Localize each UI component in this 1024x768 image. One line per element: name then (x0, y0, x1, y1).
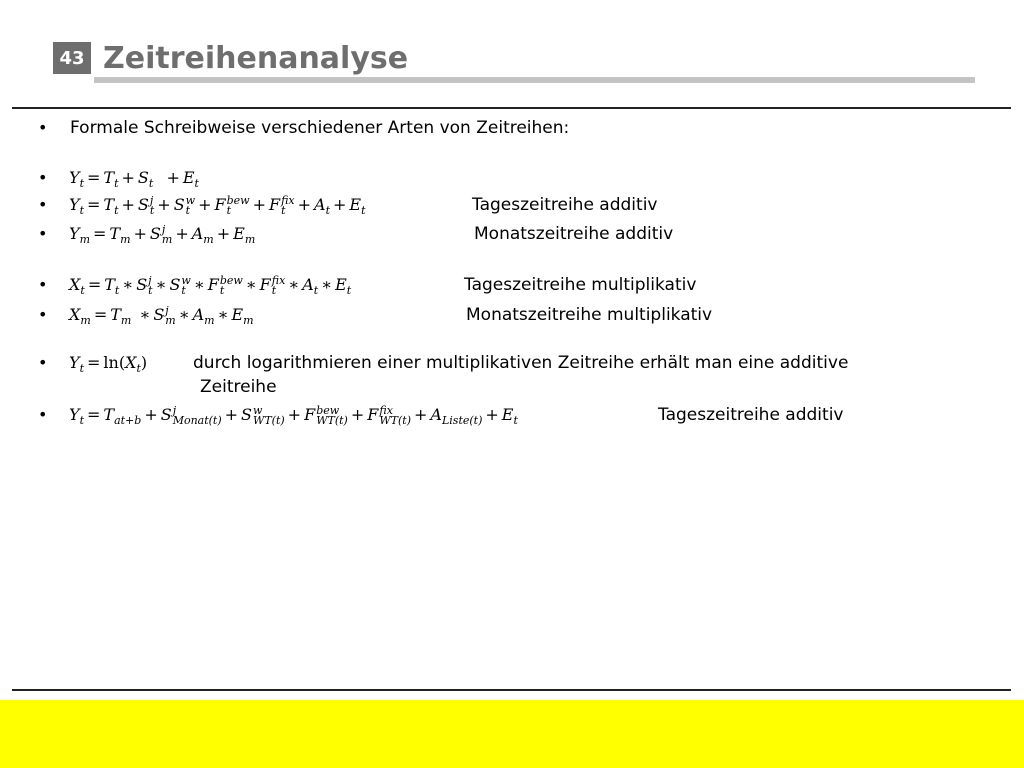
slide-number: 43 (53, 42, 91, 74)
bullet-symbol: • (38, 168, 48, 187)
bullet-intro (0, 118, 1024, 152)
formula-daily-additive: $Y_t = T_t + Sj$ t + Sw t + Fbew t + Ffix $t + A_t + E_t$ (69, 193, 366, 218)
bullet-formula-5 (0, 305, 1024, 339)
title-underline (94, 77, 975, 83)
bullet-symbol: • (38, 353, 48, 372)
label-log-line1: durch logarithmieren einer multiplikativen Zeitreihe erhält man eine additive (193, 353, 849, 373)
bullet-formula-4 (0, 275, 1024, 309)
slide-title: Zeitreihenanalyse (103, 41, 409, 76)
formula-daily-multiplicative: $X_t = T_t$ ∗ Sj t ∗ Sw t ∗ Fbew t ∗ Ffix t ∗ $A_t$ ∗ $E_t$ (69, 273, 352, 298)
bullet-symbol: • (38, 118, 48, 137)
label-monthly-multiplicative: Monatszeitreihe multiplikativ (466, 305, 713, 325)
label-monthly-additive: Monatszeitreihe additiv (474, 224, 674, 244)
bullet-symbol: • (38, 405, 48, 424)
footer-band (0, 700, 1024, 768)
formula-basic-additive: $Y_t = T_t + S_t + E_t$ (69, 168, 199, 191)
bullet-symbol: • (38, 275, 48, 294)
bullet-formula-3 (0, 224, 1024, 258)
bullet-formula-6 (0, 353, 1024, 403)
formula-log: $Y_t = \ln(X_t)$ (69, 353, 148, 376)
label-daily-additive-detailed: Tageszeitreihe additiv (658, 405, 844, 425)
bullet-symbol: • (38, 224, 48, 243)
top-rule (12, 107, 1011, 109)
formula-monthly-additive: $Y_m = T_m + Sj$ $m + A_m + E_m$ (69, 222, 256, 247)
label-daily-multiplicative: Tageszeitreihe multiplikativ (464, 275, 697, 295)
bottom-rule (12, 689, 1011, 691)
bullet-formula-7 (0, 405, 1024, 439)
bullet-symbol: • (38, 305, 48, 324)
label-daily-additive: Tageszeitreihe additiv (472, 195, 658, 215)
label-log-line2: Zeitreihe (200, 377, 277, 397)
bullet-symbol: • (38, 195, 48, 214)
intro-text: Formale Schreibweise verschiedener Arten von Zeitreihen: (70, 118, 570, 138)
formula-daily-additive-detailed: $Y_t = T_{at+b} + Sj$ Monat(t) + Sw WT(t) + Fbew WT(t) + Ffix $WT(t) + A_{Liste(t)} + E_t$ (69, 403, 518, 428)
formula-monthly-multiplicative: $X_m = T_m$ ∗ Sj m ∗ $A_m$ ∗ $E_m$ (69, 303, 254, 328)
